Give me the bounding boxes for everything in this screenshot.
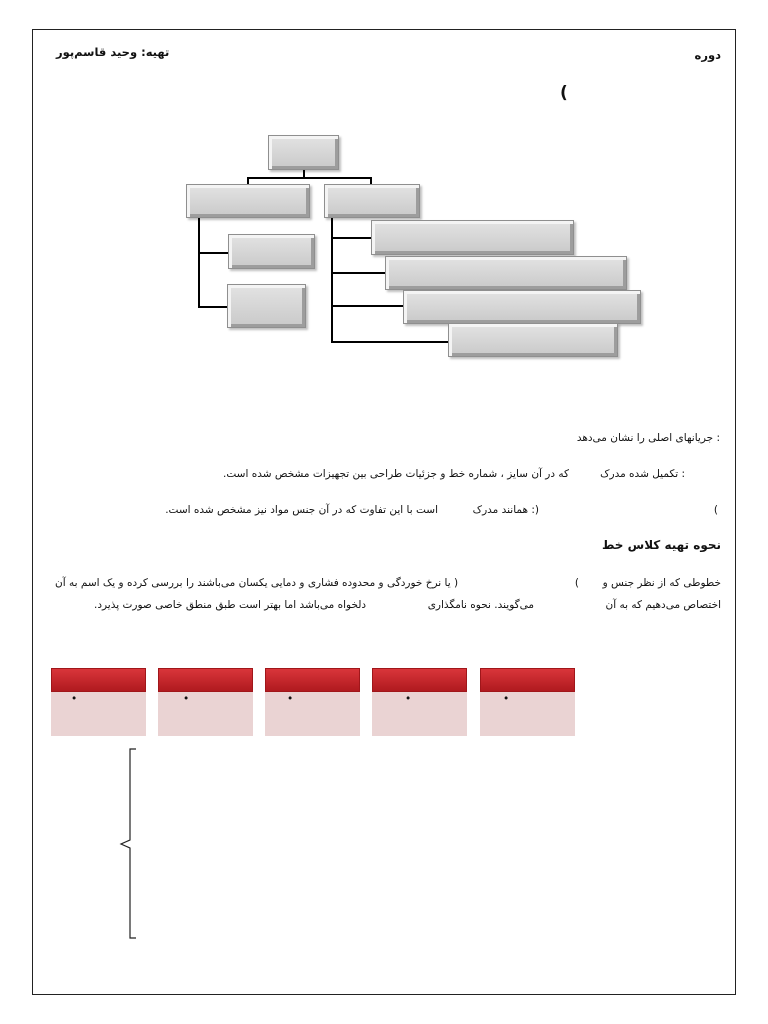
text-line-3b: (: همانند مدرک xyxy=(472,504,539,516)
class-card-2 xyxy=(158,668,253,736)
para-1c: ( یا نرخ خوردگی و محدوده فشاری و دمایی یکسان می‌باشند را بررسی کرده و یک اسم به آن xyxy=(55,577,459,589)
para-1b: ) xyxy=(574,577,579,589)
title-paren: ) xyxy=(560,83,568,103)
author-label: تهیه: وحید قاسم‌پور xyxy=(56,45,170,59)
connector xyxy=(198,252,228,254)
para-1a: خطوطی که از نظر جنس و xyxy=(602,577,721,589)
diagram-right-child-1 xyxy=(371,220,574,255)
para-2a: اختصاص می‌دهیم که به آن xyxy=(605,599,721,611)
connector xyxy=(331,272,385,274)
card-bullet: • xyxy=(503,693,510,705)
card-bullet: • xyxy=(287,693,294,705)
para-2c: دلخواه می‌باشد اما بهتر است طبق منطق خاصی صورت پذیرد. xyxy=(94,599,367,611)
connector xyxy=(331,237,371,239)
section-heading: نحوه تهیه کلاس خط xyxy=(601,538,721,552)
text-line-3a: ) xyxy=(713,504,718,516)
text-line-3c: است با این تفاوت که در آن جنس مواد نیز مشخص شده است. xyxy=(165,504,438,516)
diagram-left-child-1 xyxy=(228,234,315,269)
card-bullet: • xyxy=(71,693,78,705)
class-card-3 xyxy=(265,668,360,736)
text-line-1: : جریانهای اصلی را نشان می‌دهد xyxy=(576,432,720,444)
diagram-right-child-4 xyxy=(448,323,618,357)
connector xyxy=(198,306,228,308)
curly-brace xyxy=(118,748,140,940)
diagram-right-child-2 xyxy=(385,256,627,290)
diagram-root-box xyxy=(268,135,339,170)
class-card-5 xyxy=(480,668,575,736)
class-card-1 xyxy=(51,668,146,736)
connector xyxy=(331,341,448,343)
text-line-2a: : تکمیل شده مدرک xyxy=(600,468,685,480)
card-bullet: • xyxy=(183,693,190,705)
connector xyxy=(247,177,371,179)
diagram-right-child-3 xyxy=(403,290,641,324)
text-line-2b: که در آن سایز ، شماره خط و جزئیات طراحی بین تجهیزات مشخص شده است. xyxy=(223,468,569,480)
course-label: دوره xyxy=(694,48,721,62)
connector xyxy=(198,218,200,308)
class-card-4 xyxy=(372,668,467,736)
connector xyxy=(331,305,403,307)
diagram-left-child-2 xyxy=(227,284,306,328)
diagram-left-box xyxy=(186,184,310,218)
card-bullet: • xyxy=(405,693,412,705)
para-2b: می‌گویند. نحوه نامگذاری xyxy=(427,599,534,611)
diagram-right-box xyxy=(324,184,420,218)
